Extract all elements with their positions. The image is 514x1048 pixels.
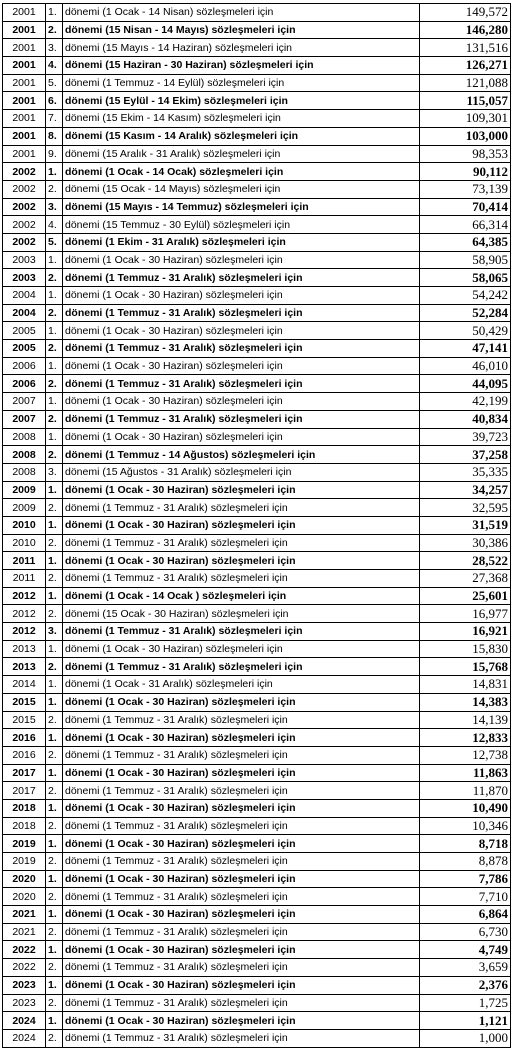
period-number-cell: 2. xyxy=(46,570,63,588)
amount-cell: 109,301 xyxy=(420,110,511,128)
table-row xyxy=(3,906,511,924)
year-cell: 2015 xyxy=(3,693,46,711)
period-number-cell: 1. xyxy=(46,481,63,499)
amount-cell: 1,121 xyxy=(420,1012,511,1030)
year-cell: 2002 xyxy=(3,216,46,234)
amount-cell: 126,271 xyxy=(420,57,511,75)
period-description-cell: dönemi (15 Nisan - 14 Mayıs) sözleşmeleri için xyxy=(63,21,420,39)
table-row xyxy=(3,21,511,39)
period-description-cell: dönemi (1 Ocak - 14 Ocak ) sözleşmeleri için xyxy=(63,587,420,605)
year-cell: 2004 xyxy=(3,287,46,305)
table-row xyxy=(3,746,511,764)
year-cell: 2018 xyxy=(3,799,46,817)
period-number-cell: 4. xyxy=(46,216,63,234)
year-cell: 2010 xyxy=(3,534,46,552)
period-description-cell: dönemi (1 Ocak - 30 Haziran) sözleşmeleri için xyxy=(63,287,420,305)
period-number-cell: 1. xyxy=(46,322,63,340)
period-description-cell: dönemi (1 Temmuz - 31 Aralık) sözleşmeleri için xyxy=(63,959,420,977)
period-description-cell: dönemi (15 Eylül - 14 Ekim) sözleşmeleri için xyxy=(63,92,420,110)
period-description-cell: dönemi (15 Mayıs - 14 Haziran) sözleşmeleri için xyxy=(63,39,420,57)
period-description-cell: dönemi (1 Ocak - 30 Haziran) sözleşmeleri için xyxy=(63,870,420,888)
period-number-cell: 2. xyxy=(46,375,63,393)
year-cell: 2012 xyxy=(3,623,46,641)
period-number-cell: 2. xyxy=(46,534,63,552)
amount-cell: 42,199 xyxy=(420,393,511,411)
table-row xyxy=(3,340,511,358)
amount-cell: 14,139 xyxy=(420,711,511,729)
period-description-cell: dönemi (1 Ocak - 14 Ocak) sözleşmeleri için xyxy=(63,163,420,181)
period-description-cell: dönemi (1 Temmuz - 14 Eylül) sözleşmeleri için xyxy=(63,74,420,92)
table-row xyxy=(3,870,511,888)
period-number-cell: 2. xyxy=(46,782,63,800)
year-cell: 2017 xyxy=(3,764,46,782)
table-row xyxy=(3,676,511,694)
period-number-cell: 2. xyxy=(46,269,63,287)
year-cell: 2012 xyxy=(3,587,46,605)
amount-cell: 35,335 xyxy=(420,463,511,481)
table-row xyxy=(3,835,511,853)
amount-cell: 10,346 xyxy=(420,817,511,835)
period-description-cell: dönemi (15 Aralık - 31 Aralık) sözleşmeleri için xyxy=(63,145,420,163)
period-description-cell: dönemi (15 Ocak - 14 Mayıs) sözleşmeleri için xyxy=(63,180,420,198)
amount-cell: 14,831 xyxy=(420,676,511,694)
period-number-cell: 1. xyxy=(46,4,63,22)
period-number-cell: 3. xyxy=(46,39,63,57)
table-row xyxy=(3,782,511,800)
amount-cell: 32,595 xyxy=(420,499,511,517)
year-cell: 2022 xyxy=(3,959,46,977)
amount-cell: 15,768 xyxy=(420,658,511,676)
table-row xyxy=(3,251,511,269)
amount-cell: 58,905 xyxy=(420,251,511,269)
year-cell: 2012 xyxy=(3,605,46,623)
period-number-cell: 2. xyxy=(46,817,63,835)
amount-cell: 27,368 xyxy=(420,570,511,588)
year-cell: 2019 xyxy=(3,835,46,853)
period-description-cell: dönemi (1 Temmuz - 31 Aralık) sözleşmeleri için xyxy=(63,853,420,871)
table-row xyxy=(3,163,511,181)
period-number-cell: 1. xyxy=(46,287,63,305)
table-row xyxy=(3,605,511,623)
period-description-cell: dönemi (1 Ocak - 30 Haziran) sözleşmeleri için xyxy=(63,357,420,375)
table-row xyxy=(3,817,511,835)
period-number-cell: 9. xyxy=(46,145,63,163)
period-number-cell: 1. xyxy=(46,676,63,694)
year-cell: 2019 xyxy=(3,853,46,871)
amount-cell: 2,376 xyxy=(420,976,511,994)
period-number-cell: 1. xyxy=(46,357,63,375)
period-number-cell: 1. xyxy=(46,640,63,658)
period-number-cell: 2. xyxy=(46,410,63,428)
period-description-cell: dönemi (1 Ocak - 30 Haziran) sözleşmeleri için xyxy=(63,516,420,534)
amount-cell: 3,659 xyxy=(420,959,511,977)
table-row xyxy=(3,516,511,534)
table-row xyxy=(3,233,511,251)
amount-cell: 115,057 xyxy=(420,92,511,110)
period-number-cell: 1. xyxy=(46,552,63,570)
period-description-cell: dönemi (1 Ekim - 31 Aralık) sözleşmeleri için xyxy=(63,233,420,251)
year-cell: 2001 xyxy=(3,4,46,22)
period-description-cell: dönemi (1 Temmuz - 31 Aralık) sözleşmeleri için xyxy=(63,304,420,322)
amount-cell: 30,386 xyxy=(420,534,511,552)
period-number-cell: 1. xyxy=(46,764,63,782)
amount-cell: 47,141 xyxy=(420,340,511,358)
period-description-cell: dönemi (1 Ocak - 30 Haziran) sözleşmeleri için xyxy=(63,906,420,924)
period-number-cell: 1. xyxy=(46,251,63,269)
year-cell: 2002 xyxy=(3,180,46,198)
amount-cell: 146,280 xyxy=(420,21,511,39)
year-cell: 2002 xyxy=(3,198,46,216)
period-description-cell: dönemi (1 Temmuz - 31 Aralık) sözleşmeleri için xyxy=(63,1029,420,1047)
period-description-cell: dönemi (1 Temmuz - 14 Ağustos) sözleşmeleri için xyxy=(63,446,420,464)
period-number-cell: 8. xyxy=(46,127,63,145)
table-row xyxy=(3,446,511,464)
period-description-cell: dönemi (1 Ocak - 30 Haziran) sözleşmeleri için xyxy=(63,393,420,411)
amount-cell: 50,429 xyxy=(420,322,511,340)
amount-cell: 37,258 xyxy=(420,446,511,464)
year-cell: 2001 xyxy=(3,92,46,110)
period-number-cell: 1. xyxy=(46,428,63,446)
amount-cell: 16,977 xyxy=(420,605,511,623)
year-cell: 2008 xyxy=(3,428,46,446)
period-number-cell: 2. xyxy=(46,959,63,977)
table-row xyxy=(3,1012,511,1030)
year-cell: 2006 xyxy=(3,375,46,393)
year-cell: 2018 xyxy=(3,817,46,835)
period-description-cell: dönemi (1 Ocak - 30 Haziran) sözleşmeleri için xyxy=(63,729,420,747)
period-number-cell: 7. xyxy=(46,110,63,128)
table-row xyxy=(3,322,511,340)
table-row xyxy=(3,481,511,499)
table-row xyxy=(3,693,511,711)
document-page xyxy=(2,3,510,1048)
year-cell: 2002 xyxy=(3,233,46,251)
amount-cell: 12,833 xyxy=(420,729,511,747)
period-description-cell: dönemi (1 Ocak - 30 Haziran) sözleşmeleri için xyxy=(63,428,420,446)
period-number-cell: 2. xyxy=(46,853,63,871)
amount-cell: 44,095 xyxy=(420,375,511,393)
amount-cell: 66,314 xyxy=(420,216,511,234)
amount-cell: 7,786 xyxy=(420,870,511,888)
year-cell: 2021 xyxy=(3,923,46,941)
period-number-cell: 2. xyxy=(46,1029,63,1047)
year-cell: 2007 xyxy=(3,410,46,428)
period-number-cell: 2. xyxy=(46,746,63,764)
year-cell: 2015 xyxy=(3,711,46,729)
period-description-cell: dönemi (1 Ocak - 30 Haziran) sözleşmeleri için xyxy=(63,251,420,269)
table-row xyxy=(3,923,511,941)
amount-cell: 6,730 xyxy=(420,923,511,941)
year-cell: 2011 xyxy=(3,552,46,570)
amount-cell: 15,830 xyxy=(420,640,511,658)
period-number-cell: 1. xyxy=(46,976,63,994)
year-cell: 2020 xyxy=(3,870,46,888)
year-cell: 2023 xyxy=(3,976,46,994)
table-row xyxy=(3,145,511,163)
period-description-cell: dönemi (1 Temmuz - 31 Aralık) sözleşmeleri için xyxy=(63,888,420,906)
period-number-cell: 1. xyxy=(46,729,63,747)
period-number-cell: 5. xyxy=(46,74,63,92)
period-description-cell: dönemi (15 Temmuz - 30 Eylül) sözleşmeleri için xyxy=(63,216,420,234)
amount-cell: 6,864 xyxy=(420,906,511,924)
period-number-cell: 2. xyxy=(46,499,63,517)
amount-cell: 73,139 xyxy=(420,180,511,198)
period-description-cell: dönemi (1 Ocak - 30 Haziran) sözleşmeleri için xyxy=(63,640,420,658)
year-cell: 2001 xyxy=(3,127,46,145)
year-cell: 2016 xyxy=(3,746,46,764)
amount-cell: 8,878 xyxy=(420,853,511,871)
year-cell: 2024 xyxy=(3,1029,46,1047)
period-number-cell: 3. xyxy=(46,463,63,481)
amount-cell: 46,010 xyxy=(420,357,511,375)
year-cell: 2003 xyxy=(3,251,46,269)
year-cell: 2002 xyxy=(3,163,46,181)
period-description-cell: dönemi (1 Ocak - 30 Haziran) sözleşmeleri için xyxy=(63,799,420,817)
period-number-cell: 2. xyxy=(46,304,63,322)
amount-cell: 149,572 xyxy=(420,4,511,22)
amount-cell: 31,519 xyxy=(420,516,511,534)
amount-cell: 8,718 xyxy=(420,835,511,853)
amount-cell: 10,490 xyxy=(420,799,511,817)
table-row xyxy=(3,552,511,570)
year-cell: 2005 xyxy=(3,322,46,340)
year-cell: 2004 xyxy=(3,304,46,322)
year-cell: 2024 xyxy=(3,1012,46,1030)
table-row xyxy=(3,587,511,605)
table-row xyxy=(3,623,511,641)
amount-cell: 52,284 xyxy=(420,304,511,322)
year-cell: 2001 xyxy=(3,21,46,39)
table-row xyxy=(3,198,511,216)
table-row xyxy=(3,463,511,481)
table-row xyxy=(3,393,511,411)
amount-cell: 7,710 xyxy=(420,888,511,906)
year-cell: 2008 xyxy=(3,463,46,481)
amount-cell: 28,522 xyxy=(420,552,511,570)
period-number-cell: 4. xyxy=(46,57,63,75)
table-row xyxy=(3,57,511,75)
amount-cell: 70,414 xyxy=(420,198,511,216)
period-number-cell: 1. xyxy=(46,587,63,605)
table-row xyxy=(3,640,511,658)
amount-cell: 131,516 xyxy=(420,39,511,57)
table-row xyxy=(3,976,511,994)
table-row xyxy=(3,853,511,871)
period-number-cell: 2. xyxy=(46,605,63,623)
amount-cell: 54,242 xyxy=(420,287,511,305)
period-number-cell: 5. xyxy=(46,233,63,251)
table-row xyxy=(3,287,511,305)
period-number-cell: 1. xyxy=(46,693,63,711)
period-description-cell: dönemi (1 Ocak - 30 Haziran) sözleşmeleri için xyxy=(63,976,420,994)
table-row xyxy=(3,180,511,198)
period-number-cell: 1. xyxy=(46,163,63,181)
year-cell: 2010 xyxy=(3,516,46,534)
amount-cell: 121,088 xyxy=(420,74,511,92)
table-row xyxy=(3,764,511,782)
amount-cell: 14,383 xyxy=(420,693,511,711)
year-cell: 2003 xyxy=(3,269,46,287)
period-description-cell: dönemi (1 Ocak - 30 Haziran) sözleşmeleri için xyxy=(63,552,420,570)
amount-cell: 12,738 xyxy=(420,746,511,764)
period-number-cell: 2. xyxy=(46,340,63,358)
rate-table-body xyxy=(3,4,511,1048)
amount-cell: 1,725 xyxy=(420,994,511,1012)
table-row xyxy=(3,799,511,817)
period-description-cell: dönemi (1 Temmuz - 31 Aralık) sözleşmeleri için xyxy=(63,375,420,393)
year-cell: 2020 xyxy=(3,888,46,906)
amount-cell: 11,863 xyxy=(420,764,511,782)
period-description-cell: dönemi (15 Ekim - 14 Kasım) sözleşmeleri için xyxy=(63,110,420,128)
period-description-cell: dönemi (1 Ocak - 30 Haziran) sözleşmeleri için xyxy=(63,693,420,711)
period-number-cell: 2. xyxy=(46,446,63,464)
period-number-cell: 2. xyxy=(46,888,63,906)
period-number-cell: 6. xyxy=(46,92,63,110)
period-description-cell: dönemi (1 Temmuz - 31 Aralık) sözleşmeleri için xyxy=(63,570,420,588)
period-description-cell: dönemi (1 Temmuz - 31 Aralık) sözleşmeleri için xyxy=(63,410,420,428)
period-number-cell: 2. xyxy=(46,994,63,1012)
year-cell: 2013 xyxy=(3,658,46,676)
year-cell: 2023 xyxy=(3,994,46,1012)
amount-cell: 16,921 xyxy=(420,623,511,641)
table-row xyxy=(3,127,511,145)
amount-cell: 34,257 xyxy=(420,481,511,499)
period-number-cell: 1. xyxy=(46,1012,63,1030)
period-description-cell: dönemi (1 Temmuz - 31 Aralık) sözleşmeleri için xyxy=(63,923,420,941)
period-number-cell: 1. xyxy=(46,799,63,817)
period-description-cell: dönemi (15 Ocak - 30 Haziran) sözleşmeleri için xyxy=(63,605,420,623)
amount-cell: 39,723 xyxy=(420,428,511,446)
table-row xyxy=(3,410,511,428)
table-row xyxy=(3,428,511,446)
year-cell: 2001 xyxy=(3,110,46,128)
period-description-cell: dönemi (1 Temmuz - 31 Aralık) sözleşmeleri için xyxy=(63,534,420,552)
amount-cell: 64,385 xyxy=(420,233,511,251)
year-cell: 2001 xyxy=(3,74,46,92)
year-cell: 2006 xyxy=(3,357,46,375)
table-row xyxy=(3,941,511,959)
year-cell: 2001 xyxy=(3,145,46,163)
period-number-cell: 2. xyxy=(46,21,63,39)
period-number-cell: 1. xyxy=(46,870,63,888)
period-description-cell: dönemi (1 Temmuz - 31 Aralık) sözleşmeleri için xyxy=(63,711,420,729)
table-row xyxy=(3,39,511,57)
amount-cell: 103,000 xyxy=(420,127,511,145)
period-description-cell: dönemi (1 Ocak - 30 Haziran) sözleşmeleri için xyxy=(63,481,420,499)
period-description-cell: dönemi (1 Temmuz - 31 Aralık) sözleşmeleri için xyxy=(63,269,420,287)
table-row xyxy=(3,357,511,375)
period-number-cell: 1. xyxy=(46,393,63,411)
period-number-cell: 2. xyxy=(46,180,63,198)
table-row xyxy=(3,959,511,977)
table-row xyxy=(3,110,511,128)
table-row xyxy=(3,658,511,676)
period-description-cell: dönemi (1 Temmuz - 31 Aralık) sözleşmeleri için xyxy=(63,817,420,835)
year-cell: 2011 xyxy=(3,570,46,588)
period-number-cell: 1. xyxy=(46,516,63,534)
table-row xyxy=(3,269,511,287)
table-row xyxy=(3,216,511,234)
period-description-cell: dönemi (1 Ocak - 31 Aralık) sözleşmeleri için xyxy=(63,676,420,694)
amount-cell: 1,000 xyxy=(420,1029,511,1047)
period-number-cell: 1. xyxy=(46,941,63,959)
period-description-cell: dönemi (15 Haziran - 30 Haziran) sözleşmeleri için xyxy=(63,57,420,75)
period-description-cell: dönemi (1 Ocak - 30 Haziran) sözleşmeleri için xyxy=(63,1012,420,1030)
amount-cell: 25,601 xyxy=(420,587,511,605)
year-cell: 2021 xyxy=(3,906,46,924)
table-row xyxy=(3,499,511,517)
amount-cell: 58,065 xyxy=(420,269,511,287)
table-row xyxy=(3,92,511,110)
year-cell: 2009 xyxy=(3,499,46,517)
period-description-cell: dönemi (1 Ocak - 30 Haziran) sözleşmeleri için xyxy=(63,322,420,340)
period-description-cell: dönemi (15 Kasım - 14 Aralık) sözleşmeleri için xyxy=(63,127,420,145)
period-number-cell: 1. xyxy=(46,906,63,924)
rate-table xyxy=(2,3,511,1048)
amount-cell: 90,112 xyxy=(420,163,511,181)
table-row xyxy=(3,4,511,22)
amount-cell: 4,749 xyxy=(420,941,511,959)
period-description-cell: dönemi (15 Mayıs - 14 Temmuz) sözleşmeleri için xyxy=(63,198,420,216)
period-number-cell: 2. xyxy=(46,711,63,729)
year-cell: 2001 xyxy=(3,57,46,75)
year-cell: 2009 xyxy=(3,481,46,499)
amount-cell: 98,353 xyxy=(420,145,511,163)
year-cell: 2007 xyxy=(3,393,46,411)
year-cell: 2013 xyxy=(3,640,46,658)
amount-cell: 11,870 xyxy=(420,782,511,800)
period-description-cell: dönemi (1 Temmuz - 31 Aralık) sözleşmeleri için xyxy=(63,994,420,1012)
period-description-cell: dönemi (1 Ocak - 30 Haziran) sözleşmeleri için xyxy=(63,764,420,782)
period-description-cell: dönemi (1 Ocak - 30 Haziran) sözleşmeleri için xyxy=(63,835,420,853)
period-description-cell: dönemi (1 Temmuz - 31 Aralık) sözleşmeleri için xyxy=(63,782,420,800)
period-number-cell: 2. xyxy=(46,923,63,941)
table-row xyxy=(3,711,511,729)
table-row xyxy=(3,74,511,92)
period-description-cell: dönemi (1 Temmuz - 31 Aralık) sözleşmeleri için xyxy=(63,499,420,517)
table-row xyxy=(3,534,511,552)
table-row xyxy=(3,570,511,588)
table-row xyxy=(3,304,511,322)
period-number-cell: 3. xyxy=(46,198,63,216)
period-number-cell: 1. xyxy=(46,835,63,853)
year-cell: 2022 xyxy=(3,941,46,959)
period-description-cell: dönemi (1 Temmuz - 31 Aralık) sözleşmeleri için xyxy=(63,340,420,358)
year-cell: 2014 xyxy=(3,676,46,694)
table-row xyxy=(3,375,511,393)
year-cell: 2016 xyxy=(3,729,46,747)
year-cell: 2005 xyxy=(3,340,46,358)
year-cell: 2001 xyxy=(3,39,46,57)
table-row xyxy=(3,729,511,747)
period-description-cell: dönemi (1 Ocak - 30 Haziran) sözleşmeleri için xyxy=(63,941,420,959)
period-description-cell: dönemi (1 Temmuz - 31 Aralık) sözleşmeleri için xyxy=(63,658,420,676)
period-number-cell: 2. xyxy=(46,658,63,676)
period-description-cell: dönemi (1 Temmuz - 31 Aralık) sözleşmeleri için xyxy=(63,746,420,764)
year-cell: 2017 xyxy=(3,782,46,800)
period-description-cell: dönemi (15 Ağustos - 31 Aralık) sözleşmeleri için xyxy=(63,463,420,481)
period-description-cell: dönemi (1 Temmuz - 31 Aralık) sözleşmeleri için xyxy=(63,623,420,641)
period-number-cell: 3. xyxy=(46,623,63,641)
year-cell: 2008 xyxy=(3,446,46,464)
amount-cell: 40,834 xyxy=(420,410,511,428)
table-row xyxy=(3,994,511,1012)
period-description-cell: dönemi (1 Ocak - 14 Nisan) sözleşmeleri için xyxy=(63,4,420,22)
table-row xyxy=(3,1029,511,1047)
